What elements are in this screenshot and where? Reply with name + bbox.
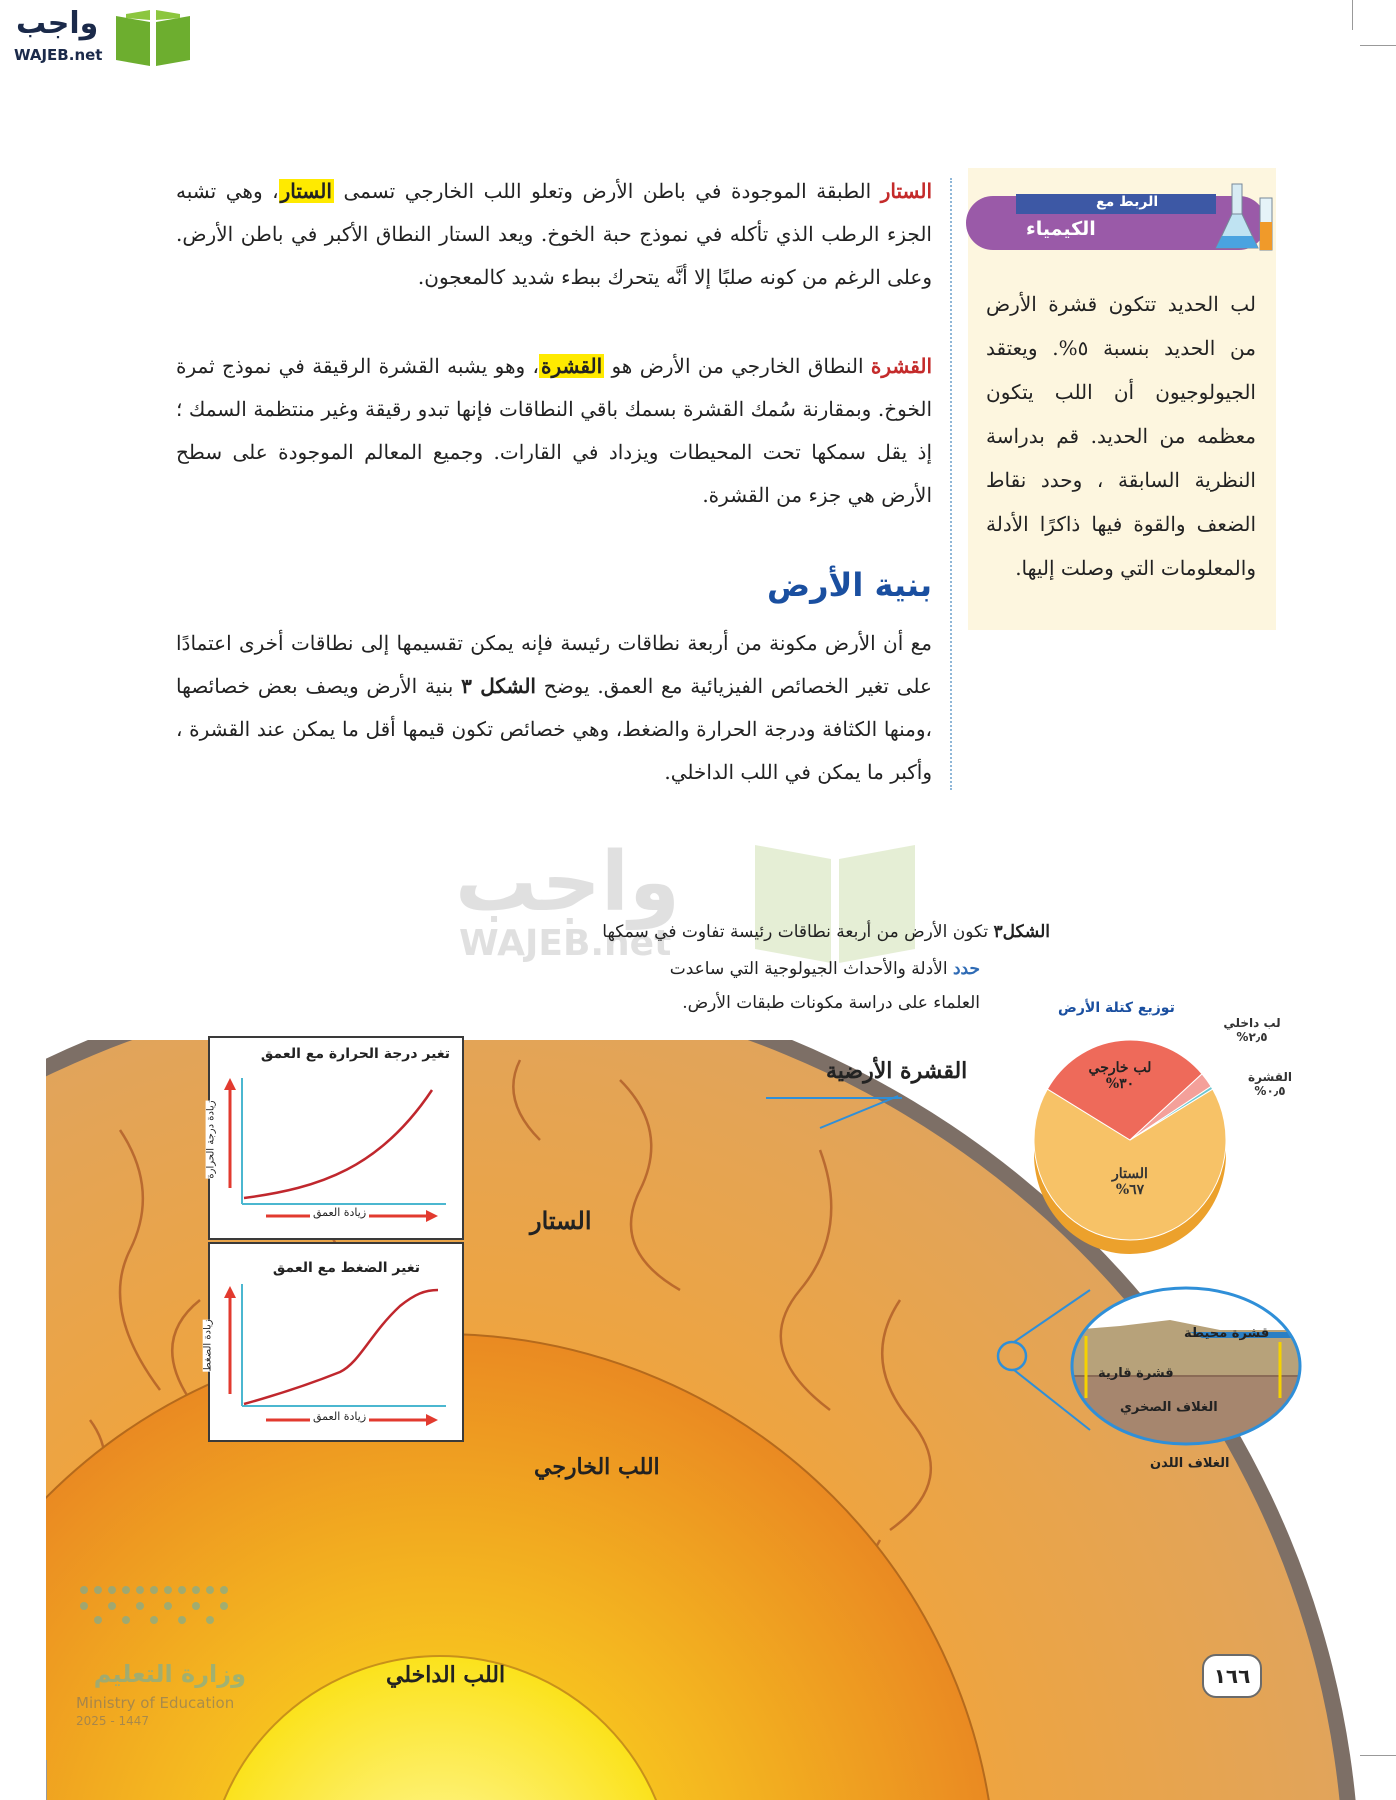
chemistry-text: لب الحديد تتكون قشرة الأرض من الحديد بنسبة ٥%. ويعتقد الجيولوجيون أن اللب يتكون معظمه من الحديد. قم بدراسة النظرية السابقة ، وحدد نقاط الضعف والقوة فيها ذاكرًا الأدلة والمعلومات التي وصلت إليها. — [986, 292, 1256, 580]
continental-crust-label: قشرة قارية — [1098, 1366, 1174, 1381]
structure-paragraph: مع أن الأرض مكونة من أربعة نطاقات رئيسة فإنه يمكن تقسيمها إلى نطاقات أخرى اعتمادًا على تغير الخصائص الفيزيائية مع العمق. يوضح الشكل ٣ بنية الأرض ويصف بعض خصائصها ،ومنها الكثافة ودرجة الحرارة والضغط، وهي خصائص تكون قيمها أقل ما يمكن عند القشرة ، وأكبر ما يمكن في اللب الداخلي. — [176, 631, 932, 784]
temp-graph-title: تغير درجة الحرارة مع العمق — [260, 1046, 450, 1062]
ministry-watermark — [76, 1580, 266, 1740]
temp-graph-xlabel: زيادة العمق — [310, 1206, 369, 1219]
asthenosphere-label: الغلاف اللدن — [1150, 1456, 1230, 1471]
inner-core-label: اللب الداخلي — [386, 1662, 506, 1688]
figure-task: حدد الأدلة والأحداث الجيولوجية التي ساعدت العلماء على دراسة مكونات طبقات الأرض. — [669, 959, 980, 1013]
pressure-curve — [244, 1290, 438, 1404]
temperature-graph — [205, 1036, 464, 1240]
ministry-dots-icon — [76, 1580, 246, 1630]
temp-graph-ylabel: زيادة درجة الحرارة — [205, 1100, 217, 1179]
mantle-term: الستار — [880, 179, 932, 203]
wajeb-logo — [8, 6, 188, 66]
book-icon — [112, 6, 194, 68]
mantle-label: الستار — [530, 1206, 592, 1235]
logo-arabic: واجب — [16, 6, 99, 41]
crust-slice-label: القشرة %٠٫٥ — [1247, 1070, 1292, 1098]
oceanic-crust-label: قشرة محيطة — [1184, 1326, 1270, 1341]
pressure-graph-title: تغير الضغط مع العمق — [272, 1260, 420, 1276]
watermark — [455, 815, 935, 975]
watermark-latin: WAJEB.net — [459, 923, 672, 964]
watermark-arabic: واجب — [455, 835, 680, 930]
crust-paragraph: القشرة النطاق الخارجي من الأرض هو القشرة، وهو يشبه القشرة الرقيقة في نموذج ثمرة الخوخ. وبمقارنة سُمك القشرة بسمك باقي النطاقات فإنها تبدو رقيقة وغير منتظمة السمك ؛ إذ يقل سمكها تحت المحيطات ويزداد في القارات. وجميع المعالم الموجودة على سطح الأرض هي جزء من القشرة. — [176, 354, 933, 507]
mantle-paragraph: الستار الطبقة الموجودة في باطن الأرض وتعلو اللب الخارجي تسمى الستار، وهي تشبه الجزء الرطب الذي تأكله في نموذج حبة الخوخ. ويعد الستار النطاق الأكبر في باطن الأرض. وعلى الرغم من كونه صلبًا إلا أنَّه يتحرك ببطء شديد كالمعجون. — [176, 179, 932, 289]
flask-icon — [1176, 178, 1276, 258]
page-number: ١٦٦ — [1202, 1654, 1262, 1698]
lithosphere-label: الغلاف الصخري — [1120, 1400, 1218, 1415]
crop-mark — [1360, 1755, 1396, 1756]
crop-mark — [1352, 0, 1353, 30]
pressure-graph-xlabel: زيادة العمق — [310, 1410, 369, 1423]
chemistry-header — [966, 188, 1266, 256]
section-heading: بنية الأرض — [767, 566, 932, 604]
crust-term: القشرة — [870, 354, 933, 378]
header-bottom: الكيمياء — [1026, 218, 1096, 240]
crop-mark — [1360, 45, 1396, 46]
mantle-slice-label: الستار %٦٧ — [1112, 1166, 1148, 1198]
pressure-graph-ylabel: زيادة الضغط — [202, 1319, 214, 1372]
inner-core-slice-label: لب داخلي %٢٫٥ — [1223, 1016, 1281, 1044]
pressure-graph — [202, 1242, 464, 1442]
header-top: الربط مع — [1096, 194, 1159, 210]
figure-label: الشكل٣ — [993, 922, 1050, 942]
mass-pie-chart — [1010, 1018, 1270, 1258]
outer-core-label: اللب الخارجي — [534, 1454, 660, 1480]
outer-core-slice-label: لب خارجي %٣٠ — [1088, 1060, 1152, 1092]
logo-latin: WAJEB.net — [14, 46, 103, 64]
task-word: حدد — [952, 959, 980, 979]
mass-pie-title: توزيع كتلة الأرض — [1058, 1000, 1175, 1016]
column-divider — [950, 178, 952, 790]
temp-curve — [244, 1090, 432, 1198]
ministry-arabic: وزارة التعليم — [93, 1660, 246, 1688]
mantle-highlight: الستار — [280, 179, 332, 203]
figure-ref: الشكل ٣ — [461, 674, 536, 698]
ministry-english: Ministry of Education — [76, 1694, 235, 1712]
crust-label: القشرة الأرضية — [826, 1058, 968, 1084]
crust-highlight: القشرة — [541, 354, 603, 378]
figure-caption: الشكل٣ تكون الأرض من أربعة نطاقات رئيسة تفاوت في سمكها — [602, 922, 1050, 942]
ministry-year: 2025 - 1447 — [76, 1714, 150, 1728]
crop-mark — [46, 1760, 47, 1800]
